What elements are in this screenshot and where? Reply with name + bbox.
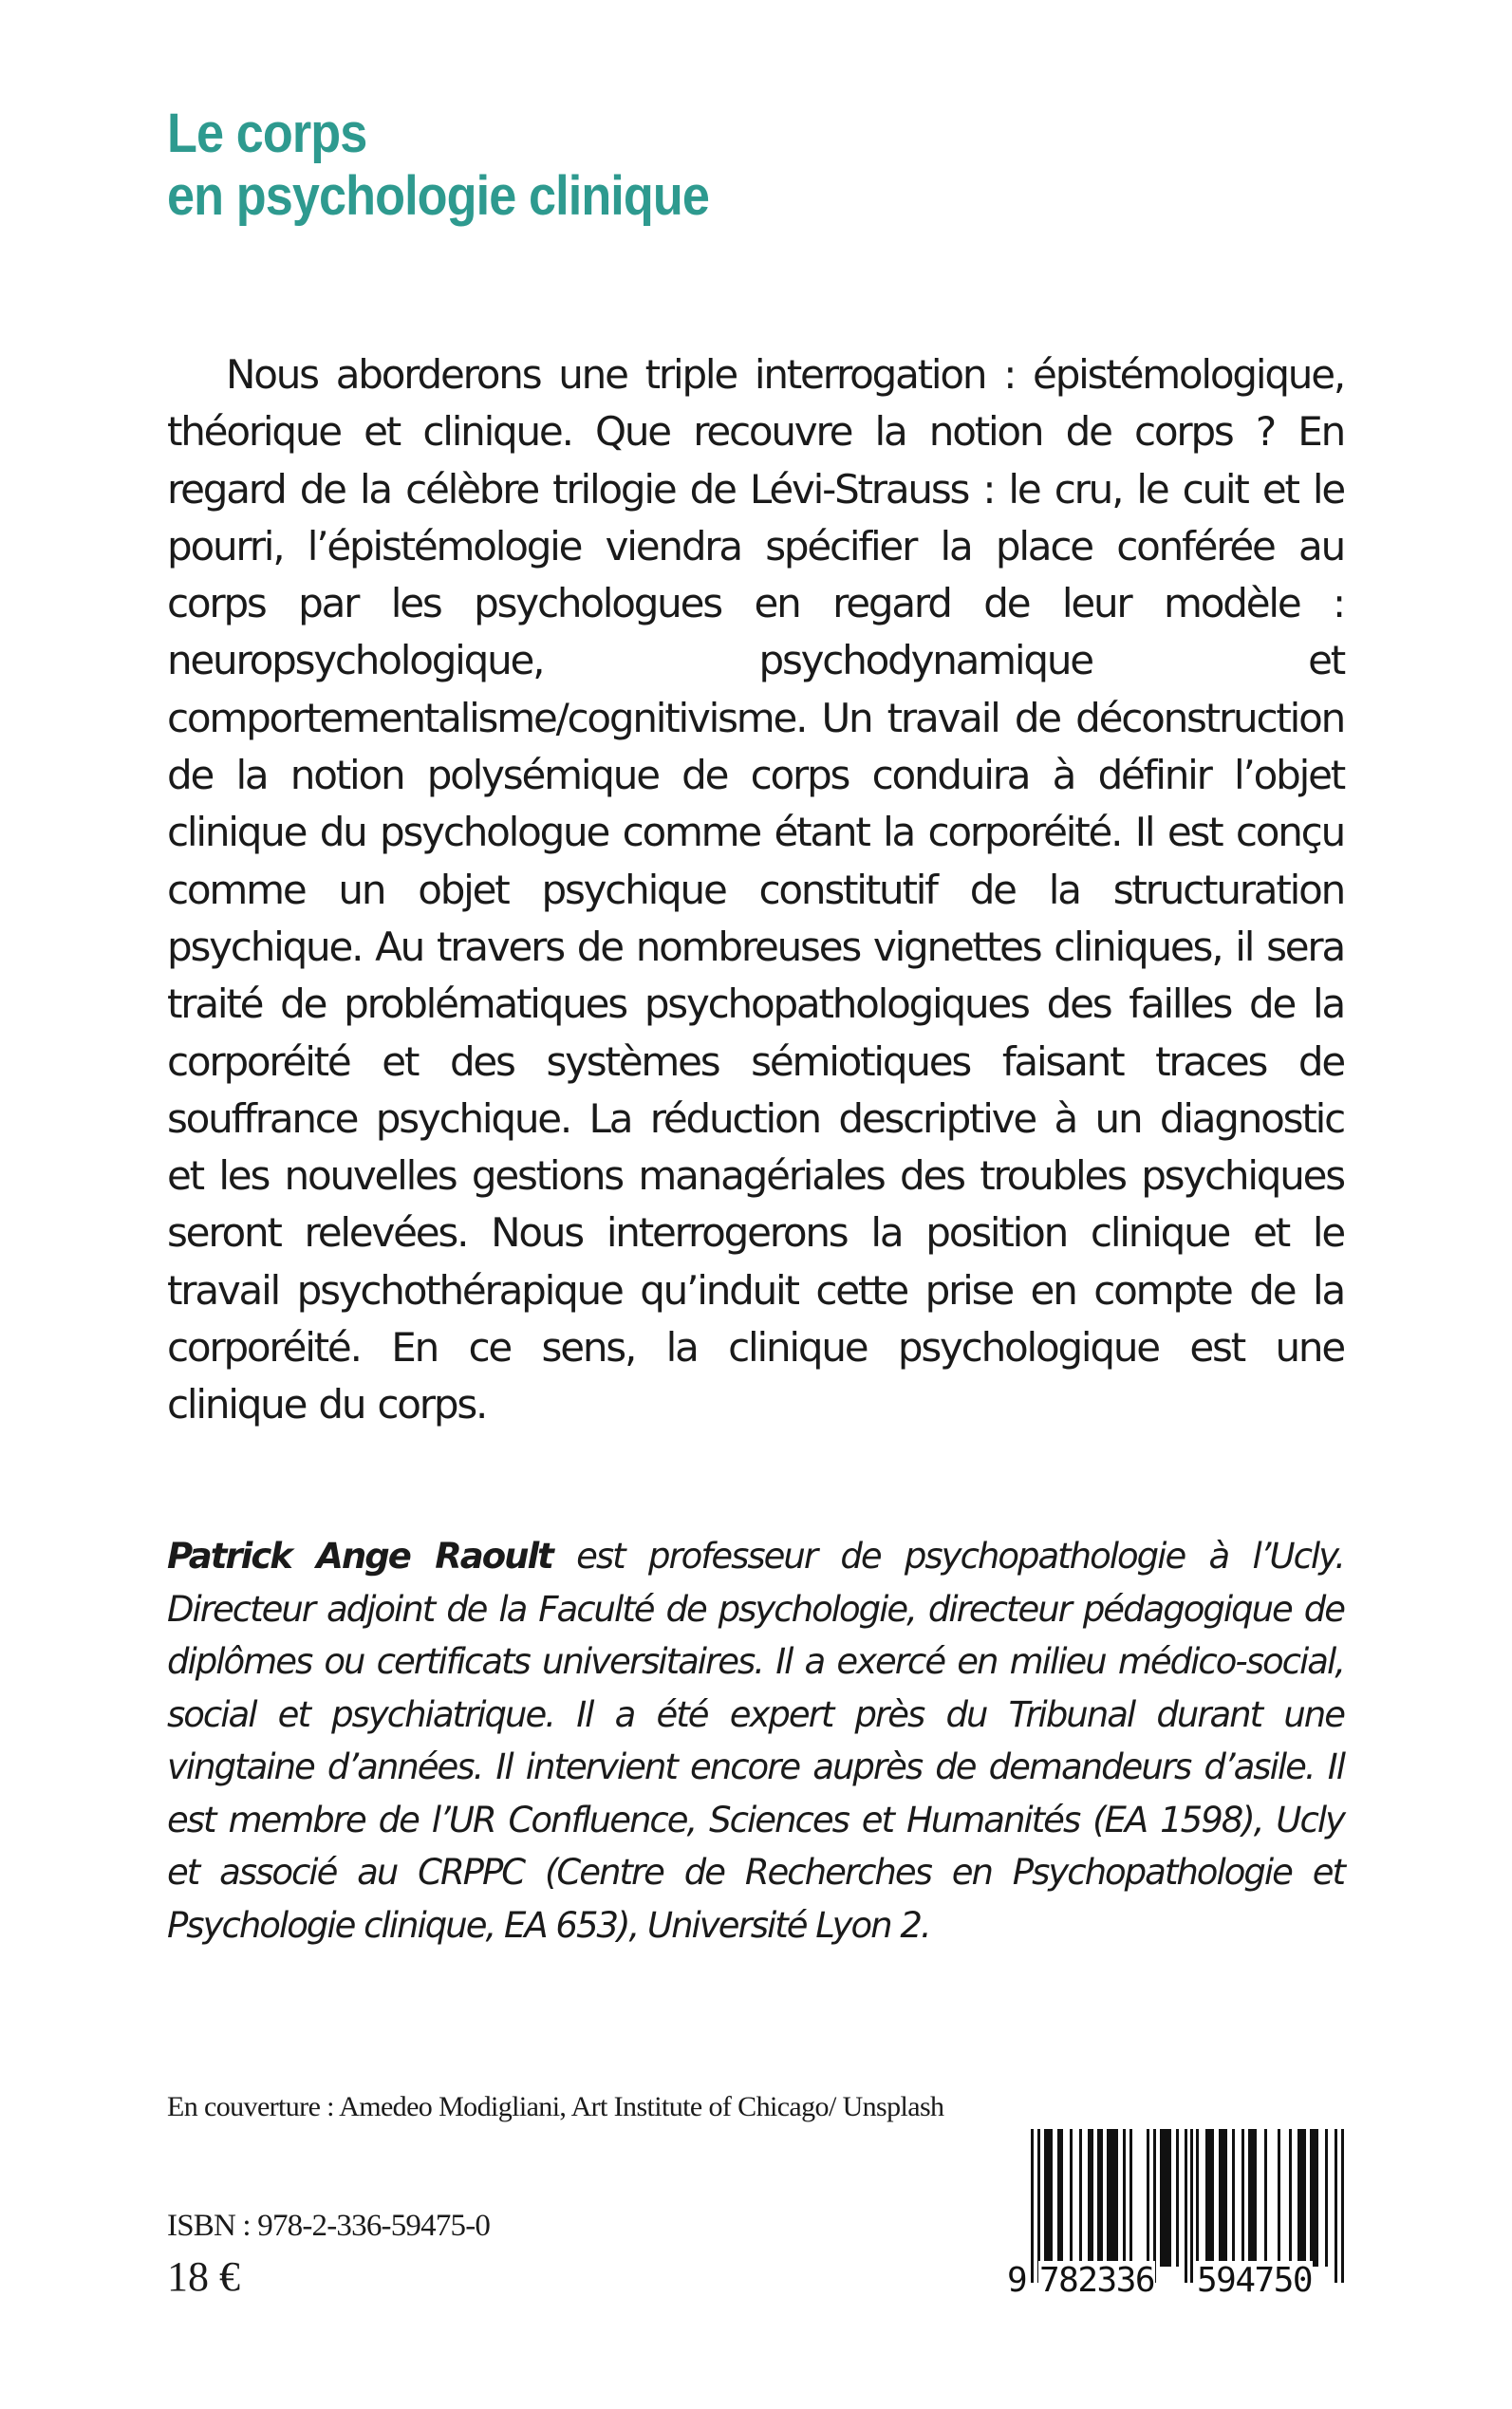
book-title [167,103,709,228]
barcode-first-digit: 9 [1007,2261,1028,2300]
isbn-barcode [1007,2126,1353,2306]
barcode-digits [1007,2261,1353,2303]
price: 18 € [167,2253,240,2300]
author-name: Patrick Ange Raoult [167,1536,552,1577]
isbn: ISBN : 978-2-336-59475-0 [167,2209,491,2243]
cover-credit: En couverture : Amedeo Modigliani, Art Institute of Chicago/ Unsplash [167,2091,944,2122]
barcode-left-group: 782336 [1039,2261,1155,2300]
barcode-right-group: 594750 [1197,2261,1313,2300]
book-summary: Nous aborderons une triple interrogation : épistémologique, théorique et clinique. Que recouvre la notion de corps ? En regard de la célèbre trilogie de Lévi-Strauss : le cru, le cuit et le pourri, l’épistémologie viendra spécifier la place conférée au corps par les psychologues en regard de leur modèle : neuropsychologique, psychodynamique et comportementalisme/cognitivisme. Un travail de déconstruction de la notion polysémique de corps conduira à définir l’objet clinique du psychologue comme étant la corporéité. Il est conçu comme un objet psychique constitutif de la structuration psychique. Au travers de nombreuses vignettes cliniques, il sera traité de problématiques psychopathologiques des failles de la corporéité et des systèmes sémiotiques faisant traces de souffrance psychique. La réduction descriptive à un diagnostic et les nouvelles gestions managériales des troubles psychiques seront relevées. Nous interrogerons la position clinique et le travail psychothérapique qu’induit cette prise en compte de la corporéité. En ce sens, la clinique psychologique est une clinique du corps. [167,351,1344,1429]
author-bio-text: est professeur de psychopathologie à l’Ucly. Directeur adjoint de la Faculté de psychologie, directeur pédagogique de diplômes ou certificats universitaires. Il a exercé en milieu médico-social, social et psychiatrique. Il a été expert près du Tribunal durant une vingtaine d’années. Il intervient encore auprès de demandeurs d’asile. Il est membre de l’UR Confluence, Sciences et Humanités (EA 1598), Ucly et associé au CRPPC (Centre de Recherches en Psychopathologie et Psychologie clinique, EA 653), Université Lyon 2. [167,1536,1344,1946]
author-bio [167,1530,1344,1951]
book-title-line-2: en psychologie clinique [167,165,710,227]
book-title-line-1: Le corps [167,103,367,164]
